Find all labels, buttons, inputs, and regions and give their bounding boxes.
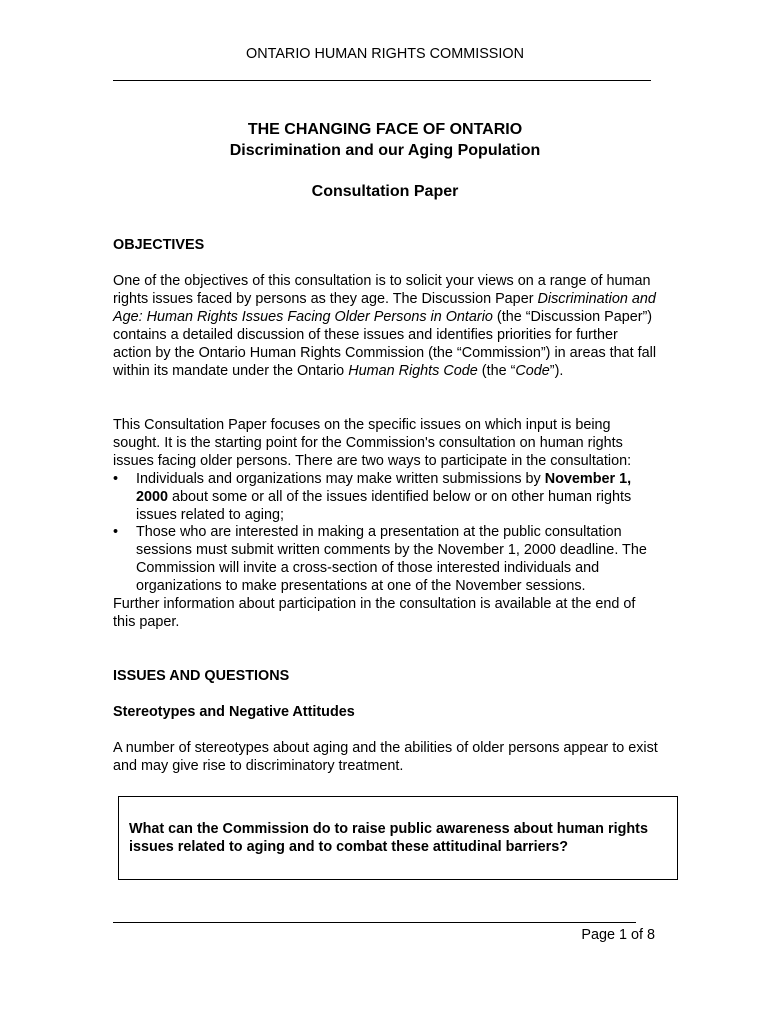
document-subtitle: Discrimination and our Aging Population bbox=[229, 142, 541, 159]
document-title: THE CHANGING FACE OF ONTARIO bbox=[247, 121, 523, 138]
header-rule bbox=[113, 80, 651, 81]
objectives-heading: OBJECTIVES bbox=[113, 237, 205, 253]
participation-list bbox=[113, 471, 658, 596]
discussion-paper-title: Discrimination and Age: Human Rights Issues Facing Older Persons in Ontario bbox=[113, 290, 656, 325]
objectives-paragraph-1: One of the objectives of this consultation is to solicit your views on a range of human rights issues faced by persons as they age. The Discussion Paper Discrimination and Age: Human Rights Issues Facing Older Persons in Ontario (the “Discussion Paper”) contains a detailed discussion of these issues and identifies priorities for further action by the Ontario Human Rights Commission (the “Commission”) in areas that fall within its mandate under the Ontario Human Rights Code (the “Code”). bbox=[113, 273, 657, 379]
stereotypes-paragraph: A number of stereotypes about aging and the abilities of older persons appear to exist and may give rise to discriminatory treatment. bbox=[113, 740, 658, 774]
further-info-text: Further information about participation in the consultation is available at the end of this paper. bbox=[113, 596, 636, 630]
page-number: Page 1 of 8 bbox=[581, 927, 655, 943]
human-rights-code-title: Human Rights Code bbox=[348, 362, 478, 379]
consultation-question: What can the Commission do to raise public awareness about human rights issues related to aging and to combat these attitudinal barriers? bbox=[129, 821, 648, 855]
bullet-icon: • bbox=[113, 470, 119, 487]
document-type-title: Consultation Paper bbox=[311, 183, 459, 200]
stereotypes-subheading: Stereotypes and Negative Attitudes bbox=[113, 704, 355, 720]
question-box bbox=[118, 796, 678, 880]
deadline-date: November 1, 2000 bbox=[136, 470, 632, 505]
bullet-icon: • bbox=[113, 524, 119, 541]
running-header: ONTARIO HUMAN RIGHTS COMMISSION bbox=[246, 46, 524, 62]
objectives-paragraph-2: This Consultation Paper focuses on the specific issues on which input is being sought. It is the starting point for the Commission's consultation on human rights issues facing older persons. There are two ways to participate in the consultation: • Individuals and organizations may make written submissions by November 1, 2000 about some or all of the issues identified below or on other human rights issues related to aging; • Those who are interested in making a presentation at the public consultation sessions must submit written comments by the November 1, 2000 deadline. The Commission will invite a cross-section of those interested individuals and organizations to make presentations at one of the November sessions. Further information about participation in the consultation is available at the end of this paper. bbox=[113, 417, 658, 632]
list-item: • Those who are interested in making a presentation at the public consultation sessions must submit written comments by the November 1, 2000 deadline. The Commission will invite a cross-section of those interested individuals and organizations to make presentations at one of the November sessions. bbox=[113, 524, 647, 595]
issues-heading: ISSUES AND QUESTIONS bbox=[113, 668, 290, 684]
list-item: • Individuals and organizations may make written submissions by November 1, 2000 about some or all of the issues identified below or on other human rights issues related to aging; bbox=[113, 470, 632, 523]
footer-rule bbox=[113, 922, 636, 923]
